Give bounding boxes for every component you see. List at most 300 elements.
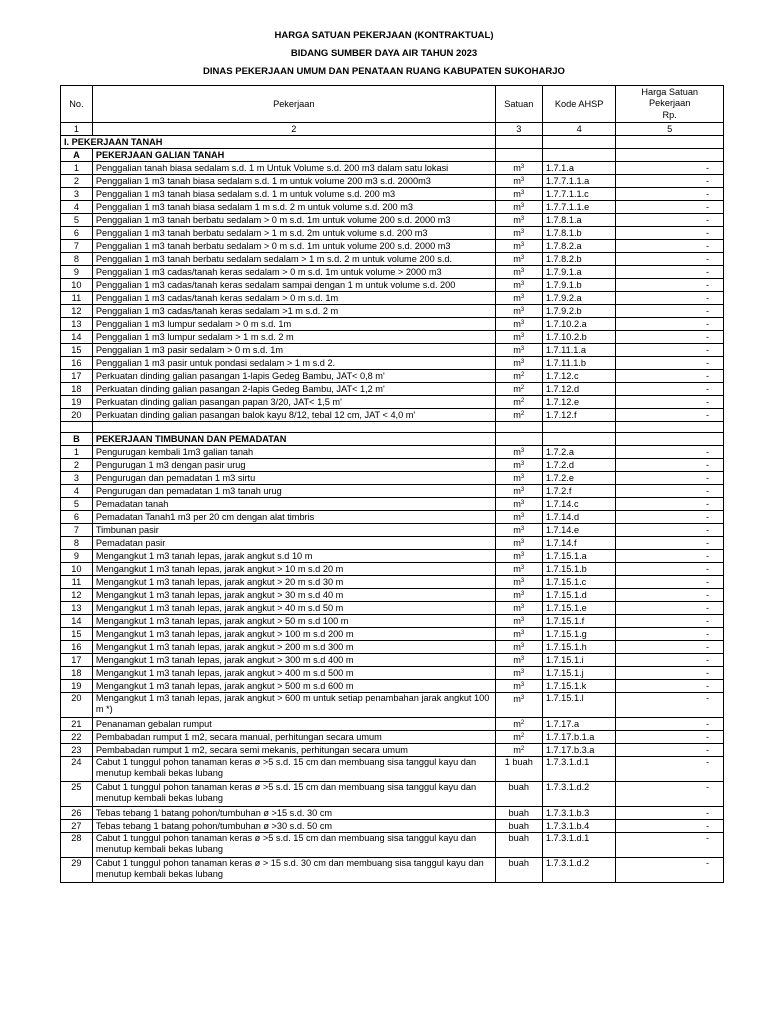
row-code: 1.7.15.1.c xyxy=(542,576,616,589)
row-price: - xyxy=(616,396,724,409)
row-number: 19 xyxy=(61,396,93,409)
row-price: - xyxy=(616,628,724,641)
row-code: 1.7.8.1.a xyxy=(542,214,616,227)
spacer-row xyxy=(61,422,724,433)
table-row xyxy=(61,472,724,485)
row-price: - xyxy=(616,693,724,718)
table-row xyxy=(61,718,724,731)
unit-exponent: 3 xyxy=(520,474,525,480)
row-price: - xyxy=(616,383,724,396)
row-price: - xyxy=(616,214,724,227)
table-row xyxy=(61,820,724,833)
header-harga xyxy=(616,86,724,123)
row-description: Penggalian 1 m3 cadas/tanah keras sedalam sampai dengan 1 m untuk volume s.d. 200 xyxy=(92,279,495,292)
table-row xyxy=(61,589,724,602)
row-price: - xyxy=(616,589,724,602)
unit-exponent: 3 xyxy=(520,177,525,183)
unit-exponent: 3 xyxy=(520,643,525,649)
row-description: Pemadatan Tanah1 m3 per 20 cm dengan alat timbris xyxy=(92,511,495,524)
row-code: 1.7.3.1.d.1 xyxy=(542,757,616,782)
table-row xyxy=(61,602,724,615)
row-code: 1.7.15.1.l xyxy=(542,693,616,718)
row-description: Perkuatan dinding galian pasangan 1-lapis Gedeg Bambu, JAT< 0,8 m' xyxy=(92,370,495,383)
row-price: - xyxy=(616,511,724,524)
row-number: 17 xyxy=(61,370,93,383)
row-description: Mengangkut 1 m3 tanah lepas, jarak angkut > 300 m s.d 400 m xyxy=(92,654,495,667)
row-unit xyxy=(495,498,542,511)
table-row xyxy=(61,357,724,370)
unit-base: m xyxy=(513,694,521,704)
section-row xyxy=(61,136,724,149)
row-code: 1.7.3.1.d.2 xyxy=(542,782,616,807)
row-price: - xyxy=(616,680,724,693)
row-description: Pembabadan rumput 1 m2, secara manual, perhitungan secara umum xyxy=(92,731,495,744)
row-description: Penggalian 1 m3 tanah biasa sedalam 1 m s.d. 2 m untuk volume s.d. 200 m3 xyxy=(92,201,495,214)
header-pekerjaan: Pekerjaan xyxy=(92,86,495,123)
row-price: - xyxy=(616,279,724,292)
table-row xyxy=(61,563,724,576)
row-code: 1.7.15.1.i xyxy=(542,654,616,667)
unit-exponent: 3 xyxy=(520,461,525,467)
row-code: 1.7.7.1.1.e xyxy=(542,201,616,214)
row-number: 11 xyxy=(61,576,93,589)
table-row xyxy=(61,253,724,266)
row-number: 12 xyxy=(61,305,93,318)
row-price: - xyxy=(616,498,724,511)
row-price: - xyxy=(616,718,724,731)
row-unit xyxy=(495,782,542,807)
table-row xyxy=(61,667,724,680)
unit-exponent: 3 xyxy=(520,513,525,519)
row-price: - xyxy=(616,563,724,576)
row-unit xyxy=(495,524,542,537)
table-row xyxy=(61,227,724,240)
row-number: 7 xyxy=(61,240,93,253)
row-number: 10 xyxy=(61,563,93,576)
row-unit xyxy=(495,305,542,318)
row-price: - xyxy=(616,305,724,318)
row-unit xyxy=(495,227,542,240)
row-description: Penggalian 1 m3 cadas/tanah keras sedalam > 0 m s.d. 1m xyxy=(92,292,495,305)
row-number: 16 xyxy=(61,357,93,370)
unit-base: m xyxy=(513,551,521,561)
row-code: 1.7.7.1.1.c xyxy=(542,188,616,201)
row-unit xyxy=(495,667,542,680)
unit-exponent: 3 xyxy=(520,294,525,300)
row-number: 19 xyxy=(61,680,93,693)
table-row xyxy=(61,409,724,422)
unit-base: m xyxy=(513,447,521,457)
row-unit xyxy=(495,357,542,370)
unit-base: m xyxy=(513,719,521,729)
row-code: 1.7.14.c xyxy=(542,498,616,511)
row-code: 1.7.12.e xyxy=(542,396,616,409)
group-a-row xyxy=(61,149,724,162)
unit-exponent: 3 xyxy=(520,255,525,261)
document-titles xyxy=(0,27,768,81)
header-no: No. xyxy=(61,86,93,123)
row-description: Mengangkut 1 m3 tanah lepas, jarak angkut > 50 m s.d 100 m xyxy=(92,615,495,628)
row-price: - xyxy=(616,227,724,240)
row-price: - xyxy=(616,292,724,305)
unit-exponent: 2 xyxy=(520,372,525,378)
row-description: Penggalian 1 m3 pasir sedalam > 0 m s.d. 1m xyxy=(92,344,495,357)
unit-base: buah xyxy=(508,808,529,818)
row-code: 1.7.7.1.1.a xyxy=(542,175,616,188)
row-description: Penanaman gebalan rumput xyxy=(92,718,495,731)
row-unit xyxy=(495,175,542,188)
row-description: Pengurugan 1 m3 dengan pasir urug xyxy=(92,459,495,472)
unit-base: m xyxy=(513,668,521,678)
row-description: Mengangkut 1 m3 tanah lepas, jarak angkut > 500 m s.d 600 m xyxy=(92,680,495,693)
row-price: - xyxy=(616,641,724,654)
row-price: - xyxy=(616,615,724,628)
row-number: 1 xyxy=(61,446,93,459)
row-number: 17 xyxy=(61,654,93,667)
unit-exponent: 3 xyxy=(520,268,525,274)
unit-exponent: 2 xyxy=(520,385,525,391)
row-unit xyxy=(495,292,542,305)
row-price: - xyxy=(616,537,724,550)
unit-exponent: 3 xyxy=(520,448,525,454)
table-row xyxy=(61,485,724,498)
row-number: 12 xyxy=(61,589,93,602)
row-price: - xyxy=(616,667,724,680)
row-number: 20 xyxy=(61,409,93,422)
table-row xyxy=(61,370,724,383)
unit-exponent: 3 xyxy=(520,617,525,623)
row-unit xyxy=(495,370,542,383)
unit-base: m xyxy=(513,681,521,691)
unit-base: m xyxy=(513,189,521,199)
row-number: 24 xyxy=(61,757,93,782)
index-cell: 4 xyxy=(542,123,616,136)
table-row xyxy=(61,305,724,318)
unit-exponent: 3 xyxy=(520,552,525,558)
row-price: - xyxy=(616,201,724,214)
row-code: 1.7.9.1.b xyxy=(542,279,616,292)
row-code: 1.7.8.1.b xyxy=(542,227,616,240)
row-code: 1.7.10.2.a xyxy=(542,318,616,331)
row-number: 3 xyxy=(61,188,93,201)
unit-exponent: 3 xyxy=(520,578,525,584)
unit-base: m xyxy=(513,319,521,329)
row-description: Penggalian 1 m3 lumpur sedalam > 0 m s.d. 1m xyxy=(92,318,495,331)
unit-base: m xyxy=(513,603,521,613)
header-satuan: Satuan xyxy=(495,86,542,123)
row-number: 28 xyxy=(61,833,93,858)
unit-base: m xyxy=(513,512,521,522)
unit-base: m xyxy=(513,267,521,277)
table-row xyxy=(61,201,724,214)
row-description: Pengurugan dan pemadatan 1 m3 sirtu xyxy=(92,472,495,485)
row-number: 3 xyxy=(61,472,93,485)
table-row xyxy=(61,446,724,459)
table-row xyxy=(61,511,724,524)
row-description: Pengurugan dan pemadatan 1 m3 tanah urug xyxy=(92,485,495,498)
unit-base: m xyxy=(513,345,521,355)
row-code: 1.7.2.f xyxy=(542,485,616,498)
row-description: Penggalian 1 m3 tanah berbatu sedalam > 0 m s.d. 1m untuk volume 200 s.d. 2000 m3 xyxy=(92,240,495,253)
unit-exponent: 2 xyxy=(520,411,525,417)
row-unit xyxy=(495,615,542,628)
unit-exponent: 3 xyxy=(520,630,525,636)
unit-base: m xyxy=(513,460,521,470)
unit-exponent: 3 xyxy=(520,242,525,248)
row-unit xyxy=(495,459,542,472)
unit-base: buah xyxy=(508,858,529,868)
table-row xyxy=(61,498,724,511)
row-unit xyxy=(495,472,542,485)
row-description: Timbunan pasir xyxy=(92,524,495,537)
row-unit xyxy=(495,409,542,422)
row-code: 1.7.15.1.k xyxy=(542,680,616,693)
row-unit xyxy=(495,266,542,279)
unit-base: m xyxy=(513,564,521,574)
row-code: 1.7.14.f xyxy=(542,537,616,550)
row-price: - xyxy=(616,344,724,357)
table-row xyxy=(61,292,724,305)
table-row xyxy=(61,550,724,563)
row-unit xyxy=(495,550,542,563)
table-row xyxy=(61,344,724,357)
row-unit xyxy=(495,279,542,292)
table-row xyxy=(61,641,724,654)
unit-base: m xyxy=(513,332,521,342)
unit-exponent: 3 xyxy=(520,487,525,493)
row-unit xyxy=(495,576,542,589)
row-description: Mengangkut 1 m3 tanah lepas, jarak angkut > 20 m s.d 30 m xyxy=(92,576,495,589)
unit-base: buah xyxy=(508,833,529,843)
header-harga-line3: Rp. xyxy=(662,109,677,120)
row-description: Penggalian 1 m3 tanah biasa sedalam s.d. 1 m untuk volume 200 m3 s.d. 2000m3 xyxy=(92,175,495,188)
row-number: 29 xyxy=(61,858,93,883)
row-description: Pengurugan kembali 1m3 galian tanah xyxy=(92,446,495,459)
row-code: 1.7.3.1.b.4 xyxy=(542,820,616,833)
row-number: 5 xyxy=(61,214,93,227)
table-row xyxy=(61,383,724,396)
unit-base: m xyxy=(513,384,521,394)
group-letter: B xyxy=(61,433,93,446)
row-price: - xyxy=(616,858,724,883)
row-description: Mengangkut 1 m3 tanah lepas, jarak angkut > 400 m s.d 500 m xyxy=(92,667,495,680)
group-b-row xyxy=(61,433,724,446)
unit-base: m xyxy=(513,525,521,535)
row-code: 1.7.9.2.a xyxy=(542,292,616,305)
row-number: 4 xyxy=(61,201,93,214)
row-description: Tebas tebang 1 batang pohon/tumbuhan ø >15 s.d. 30 cm xyxy=(92,807,495,820)
unit-exponent: 3 xyxy=(520,695,525,701)
index-cell: 2 xyxy=(92,123,495,136)
row-code: 1.7.2.e xyxy=(542,472,616,485)
unit-exponent: 2 xyxy=(520,398,525,404)
row-unit xyxy=(495,214,542,227)
unit-base: m xyxy=(513,616,521,626)
row-unit xyxy=(495,563,542,576)
row-description: Penggalian 1 m3 lumpur sedalam > 1 m s.d. 2 m xyxy=(92,331,495,344)
row-code: 1.7.14.d xyxy=(542,511,616,524)
unit-exponent: 2 xyxy=(520,746,525,752)
title-line-2: BIDANG SUMBER DAYA AIR TAHUN 2023 xyxy=(290,48,478,59)
row-code: 1.7.12.f xyxy=(542,409,616,422)
row-number: 27 xyxy=(61,820,93,833)
row-number: 13 xyxy=(61,318,93,331)
unit-base: m xyxy=(513,473,521,483)
index-row xyxy=(61,123,724,136)
row-description: Penggalian 1 m3 tanah biasa sedalam s.d. 1 m untuk volume s.d. 200 m3 xyxy=(92,188,495,201)
row-description: Mengangkut 1 m3 tanah lepas, jarak angkut > 10 m s.d 20 m xyxy=(92,563,495,576)
unit-base: m xyxy=(513,293,521,303)
row-code: 1.7.1.a xyxy=(542,162,616,175)
unit-exponent: 3 xyxy=(520,539,525,545)
row-unit xyxy=(495,344,542,357)
unit-base: m xyxy=(513,176,521,186)
row-unit xyxy=(495,718,542,731)
row-description: Cabut 1 tunggul pohon tanaman keras ø >5 s.d. 15 cm dan membuang sisa tanggul kayu dan menutup kembali bekas lubang xyxy=(92,833,495,858)
row-number: 2 xyxy=(61,459,93,472)
row-unit xyxy=(495,383,542,396)
row-price: - xyxy=(616,654,724,667)
row-code: 1.7.17.b.3.a xyxy=(542,744,616,757)
row-code: 1.7.10.2.b xyxy=(542,331,616,344)
row-number: 10 xyxy=(61,279,93,292)
row-description: Cabut 1 tunggul pohon tanaman keras ø >5 s.d. 15 cm dan membuang sisa tanggul kayu dan menutup kembali bekas lubang xyxy=(92,757,495,782)
group-title: PEKERJAAN GALIAN TANAH xyxy=(92,149,495,162)
table-row xyxy=(61,858,724,883)
row-price: - xyxy=(616,318,724,331)
row-code: 1.7.3.1.d.2 xyxy=(542,858,616,883)
row-unit xyxy=(495,589,542,602)
table-row xyxy=(61,279,724,292)
row-unit xyxy=(495,485,542,498)
table-row xyxy=(61,537,724,550)
unit-base: m xyxy=(513,228,521,238)
row-price: - xyxy=(616,331,724,344)
table-row xyxy=(61,744,724,757)
table-row xyxy=(61,396,724,409)
unit-exponent: 3 xyxy=(520,203,525,209)
row-price: - xyxy=(616,550,724,563)
row-price: - xyxy=(616,357,724,370)
row-price: - xyxy=(616,744,724,757)
row-description: Pemadatan tanah xyxy=(92,498,495,511)
row-number: 14 xyxy=(61,615,93,628)
unit-exponent: 3 xyxy=(520,591,525,597)
unit-base: m xyxy=(513,306,521,316)
row-unit xyxy=(495,162,542,175)
unit-base: m xyxy=(513,538,521,548)
row-description: Mengangkut 1 m3 tanah lepas, jarak angkut > 200 m s.d 300 m xyxy=(92,641,495,654)
row-code: 1.7.9.1.a xyxy=(542,266,616,279)
unit-base: m xyxy=(513,590,521,600)
row-price: - xyxy=(616,782,724,807)
row-number: 4 xyxy=(61,485,93,498)
table-row xyxy=(61,693,724,718)
unit-exponent: 3 xyxy=(520,190,525,196)
unit-exponent: 3 xyxy=(520,565,525,571)
row-description: Perkuatan dinding galian pasangan 2-lapis Gedeg Bambu, JAT< 1,2 m' xyxy=(92,383,495,396)
unit-base: m xyxy=(513,241,521,251)
row-number: 18 xyxy=(61,383,93,396)
row-unit xyxy=(495,446,542,459)
row-number: 8 xyxy=(61,253,93,266)
row-number: 15 xyxy=(61,344,93,357)
unit-base: m xyxy=(513,358,521,368)
row-unit xyxy=(495,188,542,201)
index-cell: 3 xyxy=(495,123,542,136)
row-number: 14 xyxy=(61,331,93,344)
section-title: I. PEKERJAAN TANAH xyxy=(61,136,496,149)
table-row xyxy=(61,459,724,472)
index-cell: 1 xyxy=(61,123,93,136)
row-unit xyxy=(495,833,542,858)
unit-base: m xyxy=(513,577,521,587)
row-number: 9 xyxy=(61,550,93,563)
row-unit xyxy=(495,858,542,883)
row-number: 6 xyxy=(61,227,93,240)
row-number: 13 xyxy=(61,602,93,615)
row-description: Penggalian 1 m3 tanah berbatu sedalam sedalam > 1 m s.d. 2 m untuk volume 200 s.d. xyxy=(92,253,495,266)
unit-base: m xyxy=(513,642,521,652)
table-row xyxy=(61,628,724,641)
table-row xyxy=(61,615,724,628)
table-row xyxy=(61,266,724,279)
table-row xyxy=(61,757,724,782)
unit-base: m xyxy=(513,280,521,290)
row-number: 16 xyxy=(61,641,93,654)
row-price: - xyxy=(616,820,724,833)
unit-base: buah xyxy=(508,782,529,792)
table-row xyxy=(61,654,724,667)
row-description: Mengangkut 1 m3 tanah lepas, jarak angkut > 40 m s.d 50 m xyxy=(92,602,495,615)
row-number: 26 xyxy=(61,807,93,820)
unit-exponent: 3 xyxy=(520,320,525,326)
row-description: Perkuatan dinding galian pasangan balok kayu 8/12, tebal 12 cm, JAT < 4,0 m' xyxy=(92,409,495,422)
group-title: PEKERJAAN TIMBUNAN DAN PEMADATAN xyxy=(92,433,495,446)
row-unit xyxy=(495,240,542,253)
unit-base: m xyxy=(513,629,521,639)
unit-exponent: 3 xyxy=(520,346,525,352)
row-price: - xyxy=(616,576,724,589)
row-description: Penggalian 1 m3 cadas/tanah keras sedalam > 0 m s.d. 1m untuk volume > 2000 m3 xyxy=(92,266,495,279)
row-unit xyxy=(495,680,542,693)
row-price: - xyxy=(616,162,724,175)
unit-base: buah xyxy=(508,821,529,831)
row-unit xyxy=(495,744,542,757)
unit-exponent: 3 xyxy=(520,682,525,688)
unit-base: m xyxy=(513,499,521,509)
unit-base: m xyxy=(513,254,521,264)
row-price: - xyxy=(616,175,724,188)
row-code: 1.7.17.a xyxy=(542,718,616,731)
table-row xyxy=(61,807,724,820)
row-number: 9 xyxy=(61,266,93,279)
header-kode: Kode AHSP xyxy=(542,86,616,123)
row-code: 1.7.3.1.d.1 xyxy=(542,833,616,858)
unit-base: m xyxy=(513,371,521,381)
row-price: - xyxy=(616,266,724,279)
row-description: Penggalian tanah biasa sedalam s.d. 1 m Untuk Volume s.d. 200 m3 dalam satu lokasi xyxy=(92,162,495,175)
unit-base: m xyxy=(513,655,521,665)
unit-base: m xyxy=(513,163,521,173)
unit-base: m xyxy=(513,215,521,225)
row-code: 1.7.15.1.g xyxy=(542,628,616,641)
unit-exponent: 3 xyxy=(520,164,525,170)
row-description: Penggalian 1 m3 pasir untuk pondasi sedalam > 1 m s.d 2. xyxy=(92,357,495,370)
row-code: 1.7.17.b.1.a xyxy=(542,731,616,744)
unit-exponent: 3 xyxy=(520,669,525,675)
table-row xyxy=(61,331,724,344)
